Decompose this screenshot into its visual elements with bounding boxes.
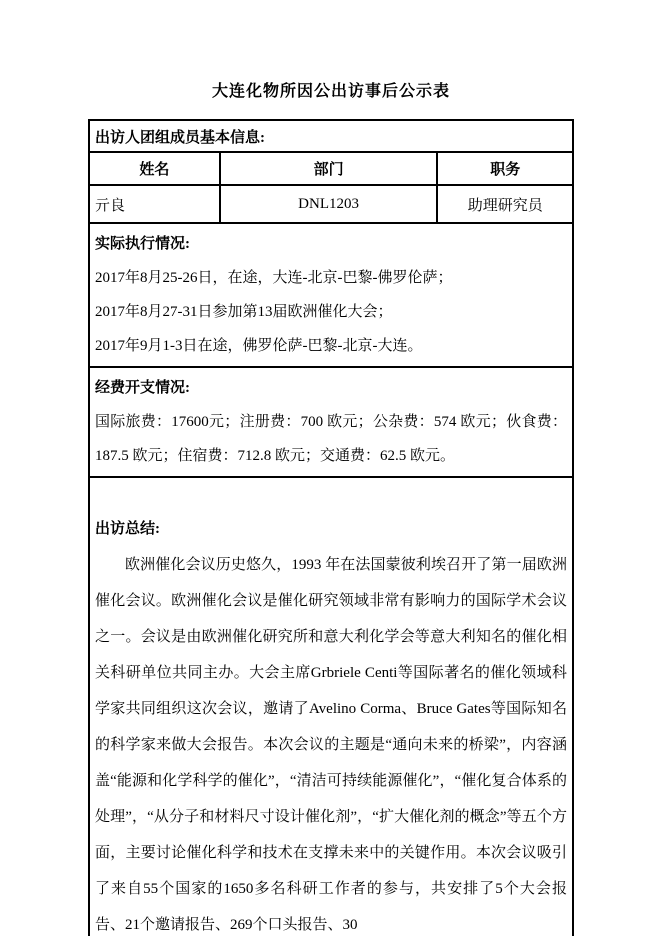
expenses-header: 经费开支情况: <box>95 380 190 396</box>
summary-header: 出访总结: <box>95 521 160 537</box>
summary-section <box>89 477 573 936</box>
execution-line-3: 2017年9月1-3日在途，佛罗伦萨-巴黎-北京-大连。 <box>95 338 423 354</box>
execution-section-row <box>89 223 573 367</box>
execution-section <box>89 223 573 367</box>
expenses-section-row <box>89 367 573 477</box>
member-info-header: 出访人团组成员基本信息: <box>89 120 573 152</box>
member-department: DNL1203 <box>220 185 438 223</box>
column-header-row <box>89 152 573 185</box>
column-header-name: 姓名 <box>89 152 220 185</box>
summary-text: 欧洲催化会议历史悠久，1993 年在法国蒙彼利埃召开了第一届欧洲催化会议。欧洲催化会议是催化研究领域非常有影响力的国际学术会议之一。会议是由欧洲催化研究所和意大利化学会等意大利知名的催化相关科研单位共同主办。大会主席Grbriele Centi等国际著名的催化领域科学家共同组织这次会议，邀请了Avelino Corma、Bruce Gates等国际知名的科学家来做大会报告。本次会议的主题是“通向未来的桥梁”，内容涵盖“能源和化学科学的催化”，“清洁可持续能源催化”，“催化复合体系的处理”，“从分子和材料尺寸设计催化剂”，“扩大催化剂的概念”等五个方面，主要讨论催化科学和技术在支撑未来中的关键作用。本次会议吸引了来自55个国家的1650多名科研工作者的参与，共安排了5个大会报告、21个邀请报告、269个口头报告、30 <box>95 557 567 933</box>
publicity-table <box>88 119 574 936</box>
page-title: 大连化物所因公出访事后公示表 <box>211 83 450 100</box>
column-header-position: 职务 <box>437 152 573 185</box>
member-name: 亓良 <box>89 185 220 223</box>
execution-line-2: 2017年8月27-31日参加第13届欧洲催化大会； <box>95 304 393 320</box>
member-position: 助理研究员 <box>437 185 573 223</box>
execution-line-1: 2017年8月25-26日，在途，大连-北京-巴黎-佛罗伦萨； <box>95 270 453 286</box>
member-row <box>89 185 573 223</box>
summary-section-row <box>89 477 573 936</box>
expenses-section <box>89 367 573 477</box>
member-info-header-row <box>89 120 573 152</box>
expenses-text: 国际旅费：17600元；注册费：700 欧元；公杂费：574 欧元；伙食费：187.5 欧元；住宿费：712.8 欧元；交通费：62.5 欧元。 <box>95 414 567 464</box>
column-header-department: 部门 <box>220 152 438 185</box>
execution-header: 实际执行情况: <box>95 236 190 252</box>
